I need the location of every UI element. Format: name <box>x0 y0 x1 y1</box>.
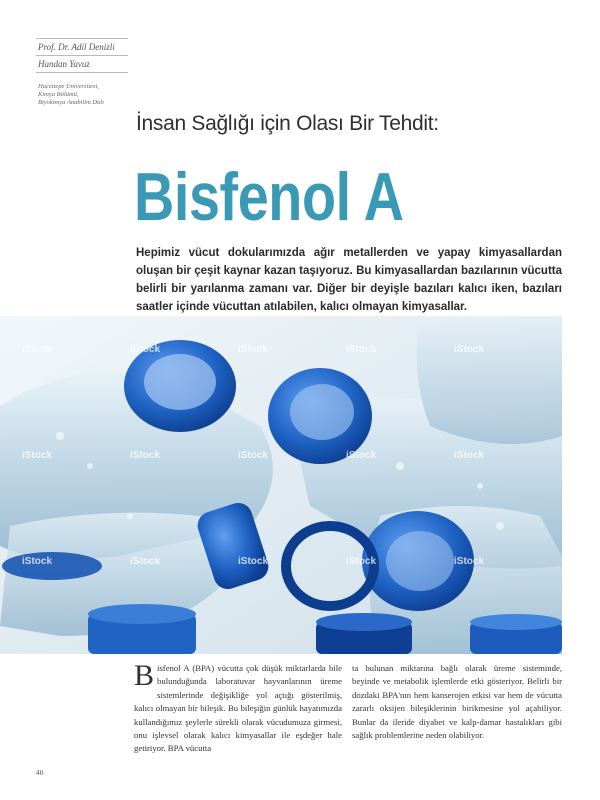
body-text-1: isfenol A (BPA) vücutta çok düşük miktarlarda bile bulunduğunda laboratuvar hayvanlarının üreme sistemlerinde değişikliğe yol açtığı gösterilmiş, kalıcı olmayan bir bileşik. Bu bileşiğin günlük hayatımızda kullandığımız şeylerle sürekli olarak vücudumuza girmesi, onu işlevsel olarak kalıcı kimyasallar ile eşdeğer hale getiriyor. BPA vücutta <box>134 663 342 754</box>
watermark-text: iStock <box>130 556 161 567</box>
plastic-bottles-illustration <box>0 316 562 654</box>
watermark-text: iStock <box>130 450 161 461</box>
author-name-1: Prof. Dr. Adil Denizli <box>38 42 115 52</box>
affiliation-line-1: Hacettepe Üniversitesi, <box>38 83 100 90</box>
watermark-text: iStock <box>22 556 53 567</box>
watermark-text: iStock <box>130 344 161 355</box>
divider <box>36 72 128 73</box>
watermark-text: iStock <box>238 556 269 567</box>
article-title: Bisfenol A <box>134 159 404 235</box>
affiliation <box>38 83 158 107</box>
watermark-text: iStock <box>22 450 53 461</box>
affiliation-line-3: Biyokimya Anabilim Dalı <box>38 99 104 106</box>
author-name-2: Handan Yavuz <box>38 59 90 69</box>
watermark-text: iStock <box>238 344 269 355</box>
watermark-text: iStock <box>346 450 377 461</box>
watermark-text: iStock <box>454 344 485 355</box>
watermark-text: iStock <box>454 556 485 567</box>
page-number: 40 <box>36 768 44 777</box>
affiliation-line-2: Kimya Bölümü, <box>38 91 79 98</box>
watermark-text: iStock <box>346 344 377 355</box>
bottles-photo <box>0 316 562 654</box>
watermark-text: iStock <box>238 450 269 461</box>
body-column-2: ta bulunan miktarına bağlı olarak üreme sisteminde, beyinde ve metabolik işlemlerde etki gösteriyor. Belirli bir dozdaki BPA'nın hem kanserojen etkisi var hem de vücutta zararlı oksijen bileşiklerinin birikmesine yol açabiliyor. Bunlar da ileride diyabet ve kalp-damar hastalıkları gibi sağlık problemlerine neden olabiliyor. <box>352 663 562 741</box>
lead-paragraph: Hepimiz vücut dokularımızda ağır metallerden ve yapay kimyasallardan oluşan bir çeşit kaynar kazan taşıyoruz. Bu kimyasallardan bazılarının vücutta belirli bir yarılanma zamanı var. Diğer bir deyişle bazıları kalıcı iken, bazıları saatler içinde vücuttan atılabilen, kalıcı olmayan kimyasallar. <box>136 247 562 313</box>
watermark-text: iStock <box>22 344 53 355</box>
watermark-text: iStock <box>454 450 485 461</box>
body-column-1 <box>134 659 342 756</box>
article-subtitle: İnsan Sağlığı için Olası Bir Tehdit: <box>136 112 439 135</box>
drop-cap: B <box>134 659 155 692</box>
watermark-text: iStock <box>346 556 377 567</box>
author-block <box>36 38 128 73</box>
